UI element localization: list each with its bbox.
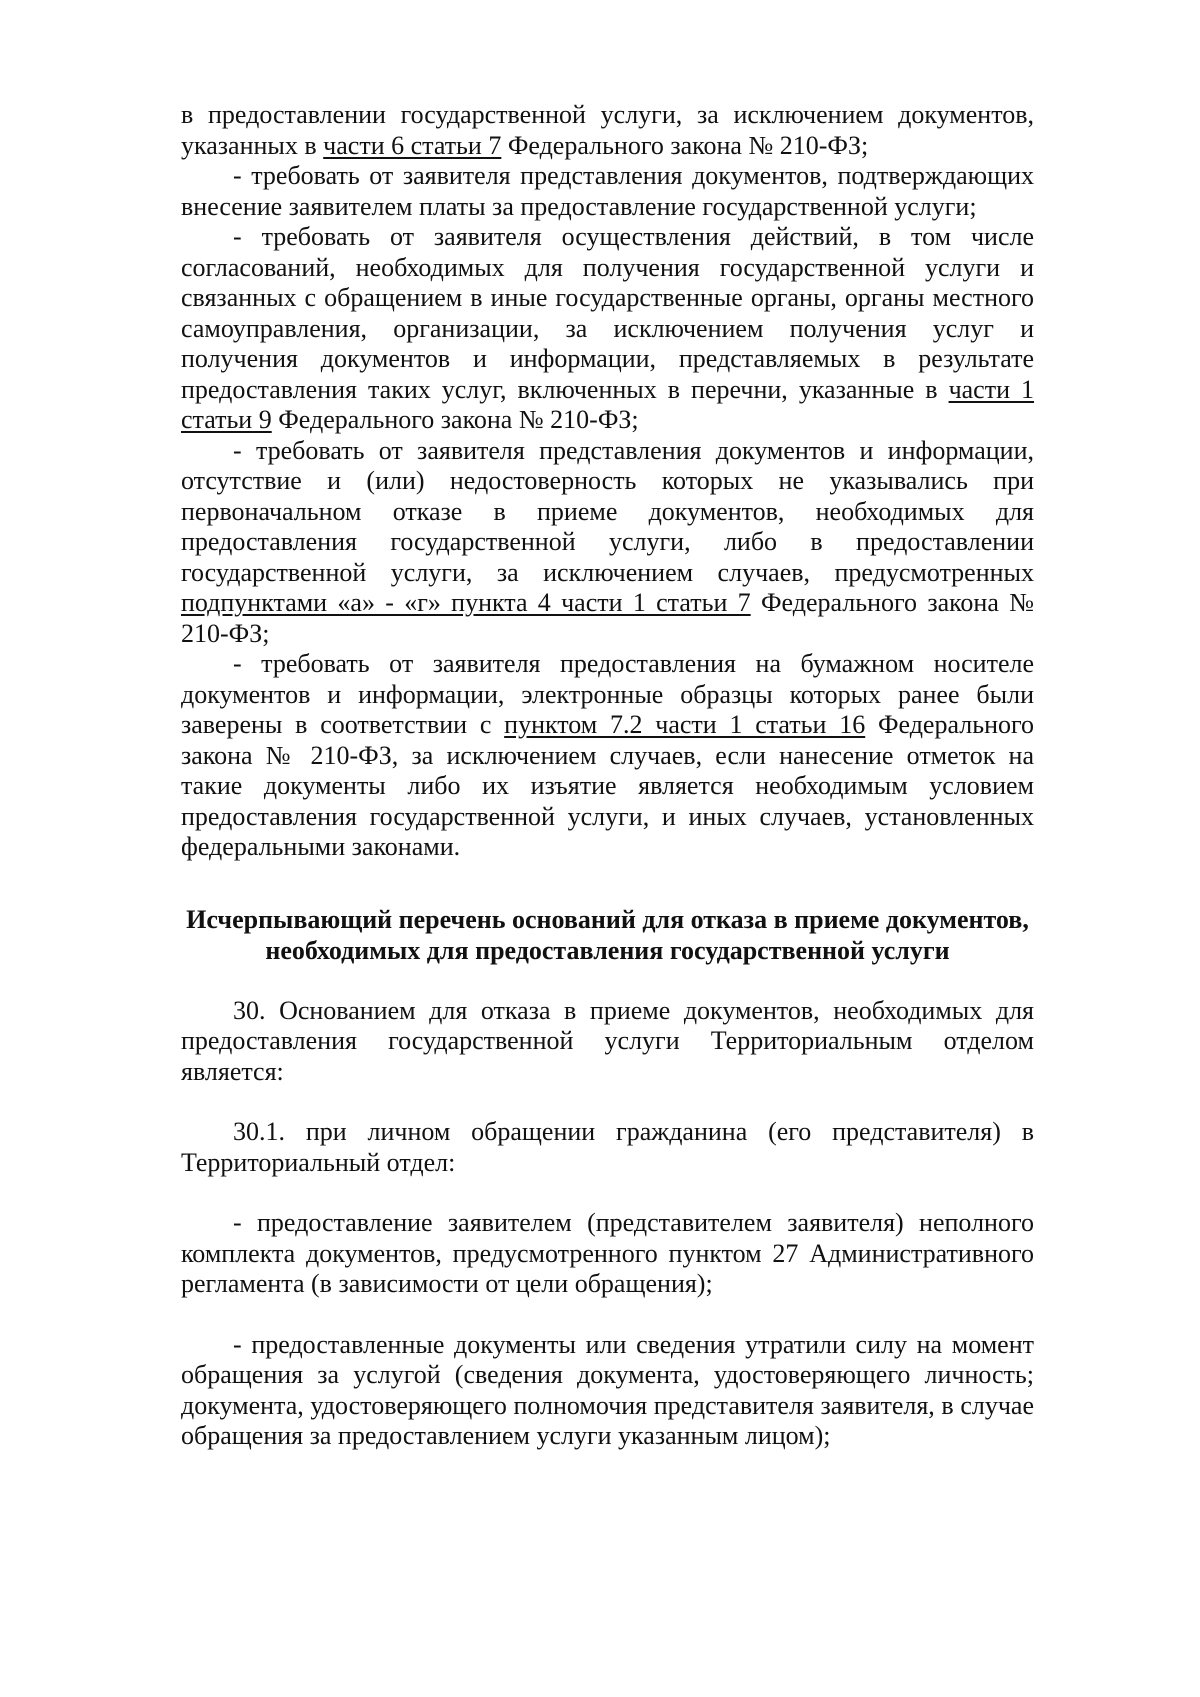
document-page bbox=[181, 100, 1034, 1452]
paragraph-continuation bbox=[181, 100, 1034, 161]
paragraph-text: в предоставлении государственной услуги, за исключением документов, указанных в bbox=[181, 100, 1034, 160]
paragraph-text: Федерального закона № 210-ФЗ; bbox=[501, 130, 869, 160]
list-item-actions bbox=[181, 222, 1034, 436]
paragraph-text: Федерального закона № 210-ФЗ; bbox=[271, 405, 639, 434]
list-item-documents bbox=[181, 436, 1034, 650]
paragraph-text: Федерального закона № 210-ФЗ, за исключением случаев, если нанесение отметок на такие документы либо их изъятие является необходимым условием предоставления государственной услуги, и иных случаев, установленных федеральными законами. bbox=[181, 710, 1034, 861]
paragraph-text: Федерального закона № 210-ФЗ; bbox=[181, 588, 1034, 648]
list-item-expired-documents: - предоставленные документы или сведения утратили силу на момент обращения за услугой (сведения документа, удостоверяющего личность; документа, удостоверяющего полномочия представителя заявителя, в случае обращения за предоставлением услуги указанным лицом); bbox=[181, 1329, 1034, 1450]
scan-mark bbox=[680, 0, 688, 3]
law-reference-link[interactable]: подпунктами «а» - «г» пункта 4 части 1 статьи 7 bbox=[181, 588, 751, 617]
paragraph-text: - требовать от заявителя представления документов и информации, отсутствие и (или) недостоверность которых не указывались при первоначальном отказе в приеме документов, необходимых для предоставления государственной услуги, либо в предоставлении государственной услуги, за исключением случаев, предусмотренных bbox=[181, 435, 1034, 587]
paragraph-text: - требовать от заявителя предоставления на бумажном носителе документов и информации, электронные образцы которых ранее были заверены в соответствии с bbox=[181, 649, 1034, 739]
section-heading-line: Исчерпывающий перечень оснований для отказа в приеме документов, bbox=[186, 904, 1029, 934]
list-item-payment: - требовать от заявителя представления документов, подтверждающих внесение заявителем платы за предоставление государственной услуги; bbox=[181, 161, 1034, 221]
list-item-paper bbox=[181, 649, 1034, 863]
clause-30-1: 30.1. при личном обращении гражданина (его представителя) в Территориальный отдел: bbox=[181, 1117, 1034, 1177]
law-reference-link[interactable]: части 6 статьи 7 bbox=[323, 130, 502, 160]
clause-30: 30. Основанием для отказа в приеме документов, необходимых для предоставления государственной услуги Территориальным отделом является: bbox=[181, 995, 1034, 1086]
section-heading bbox=[181, 904, 1034, 966]
section-heading-line: необходимых для предоставления государственной услуги bbox=[265, 935, 950, 965]
list-item-incomplete-set: - предоставление заявителем (представителем заявителя) неполного комплекта документов, предусмотренного пунктом 27 Административного регламента (в зависимости от цели обращения); bbox=[181, 1208, 1034, 1298]
law-reference-link[interactable]: части 1 статьи 9 bbox=[181, 374, 1035, 434]
paragraph-text: - требовать от заявителя осуществления действий, в том числе согласований, необходимых для получения государственной услуги и связанных с обращением в иные государственные органы, органы местного самоуправления, организации, за исключением получения услуг и получения документов и информации, представляемых в результате предоставления таких услуг, включенных в перечни, указанные в bbox=[181, 222, 1034, 404]
law-reference-link[interactable]: пунктом 7.2 части 1 статьи 16 bbox=[504, 710, 866, 739]
